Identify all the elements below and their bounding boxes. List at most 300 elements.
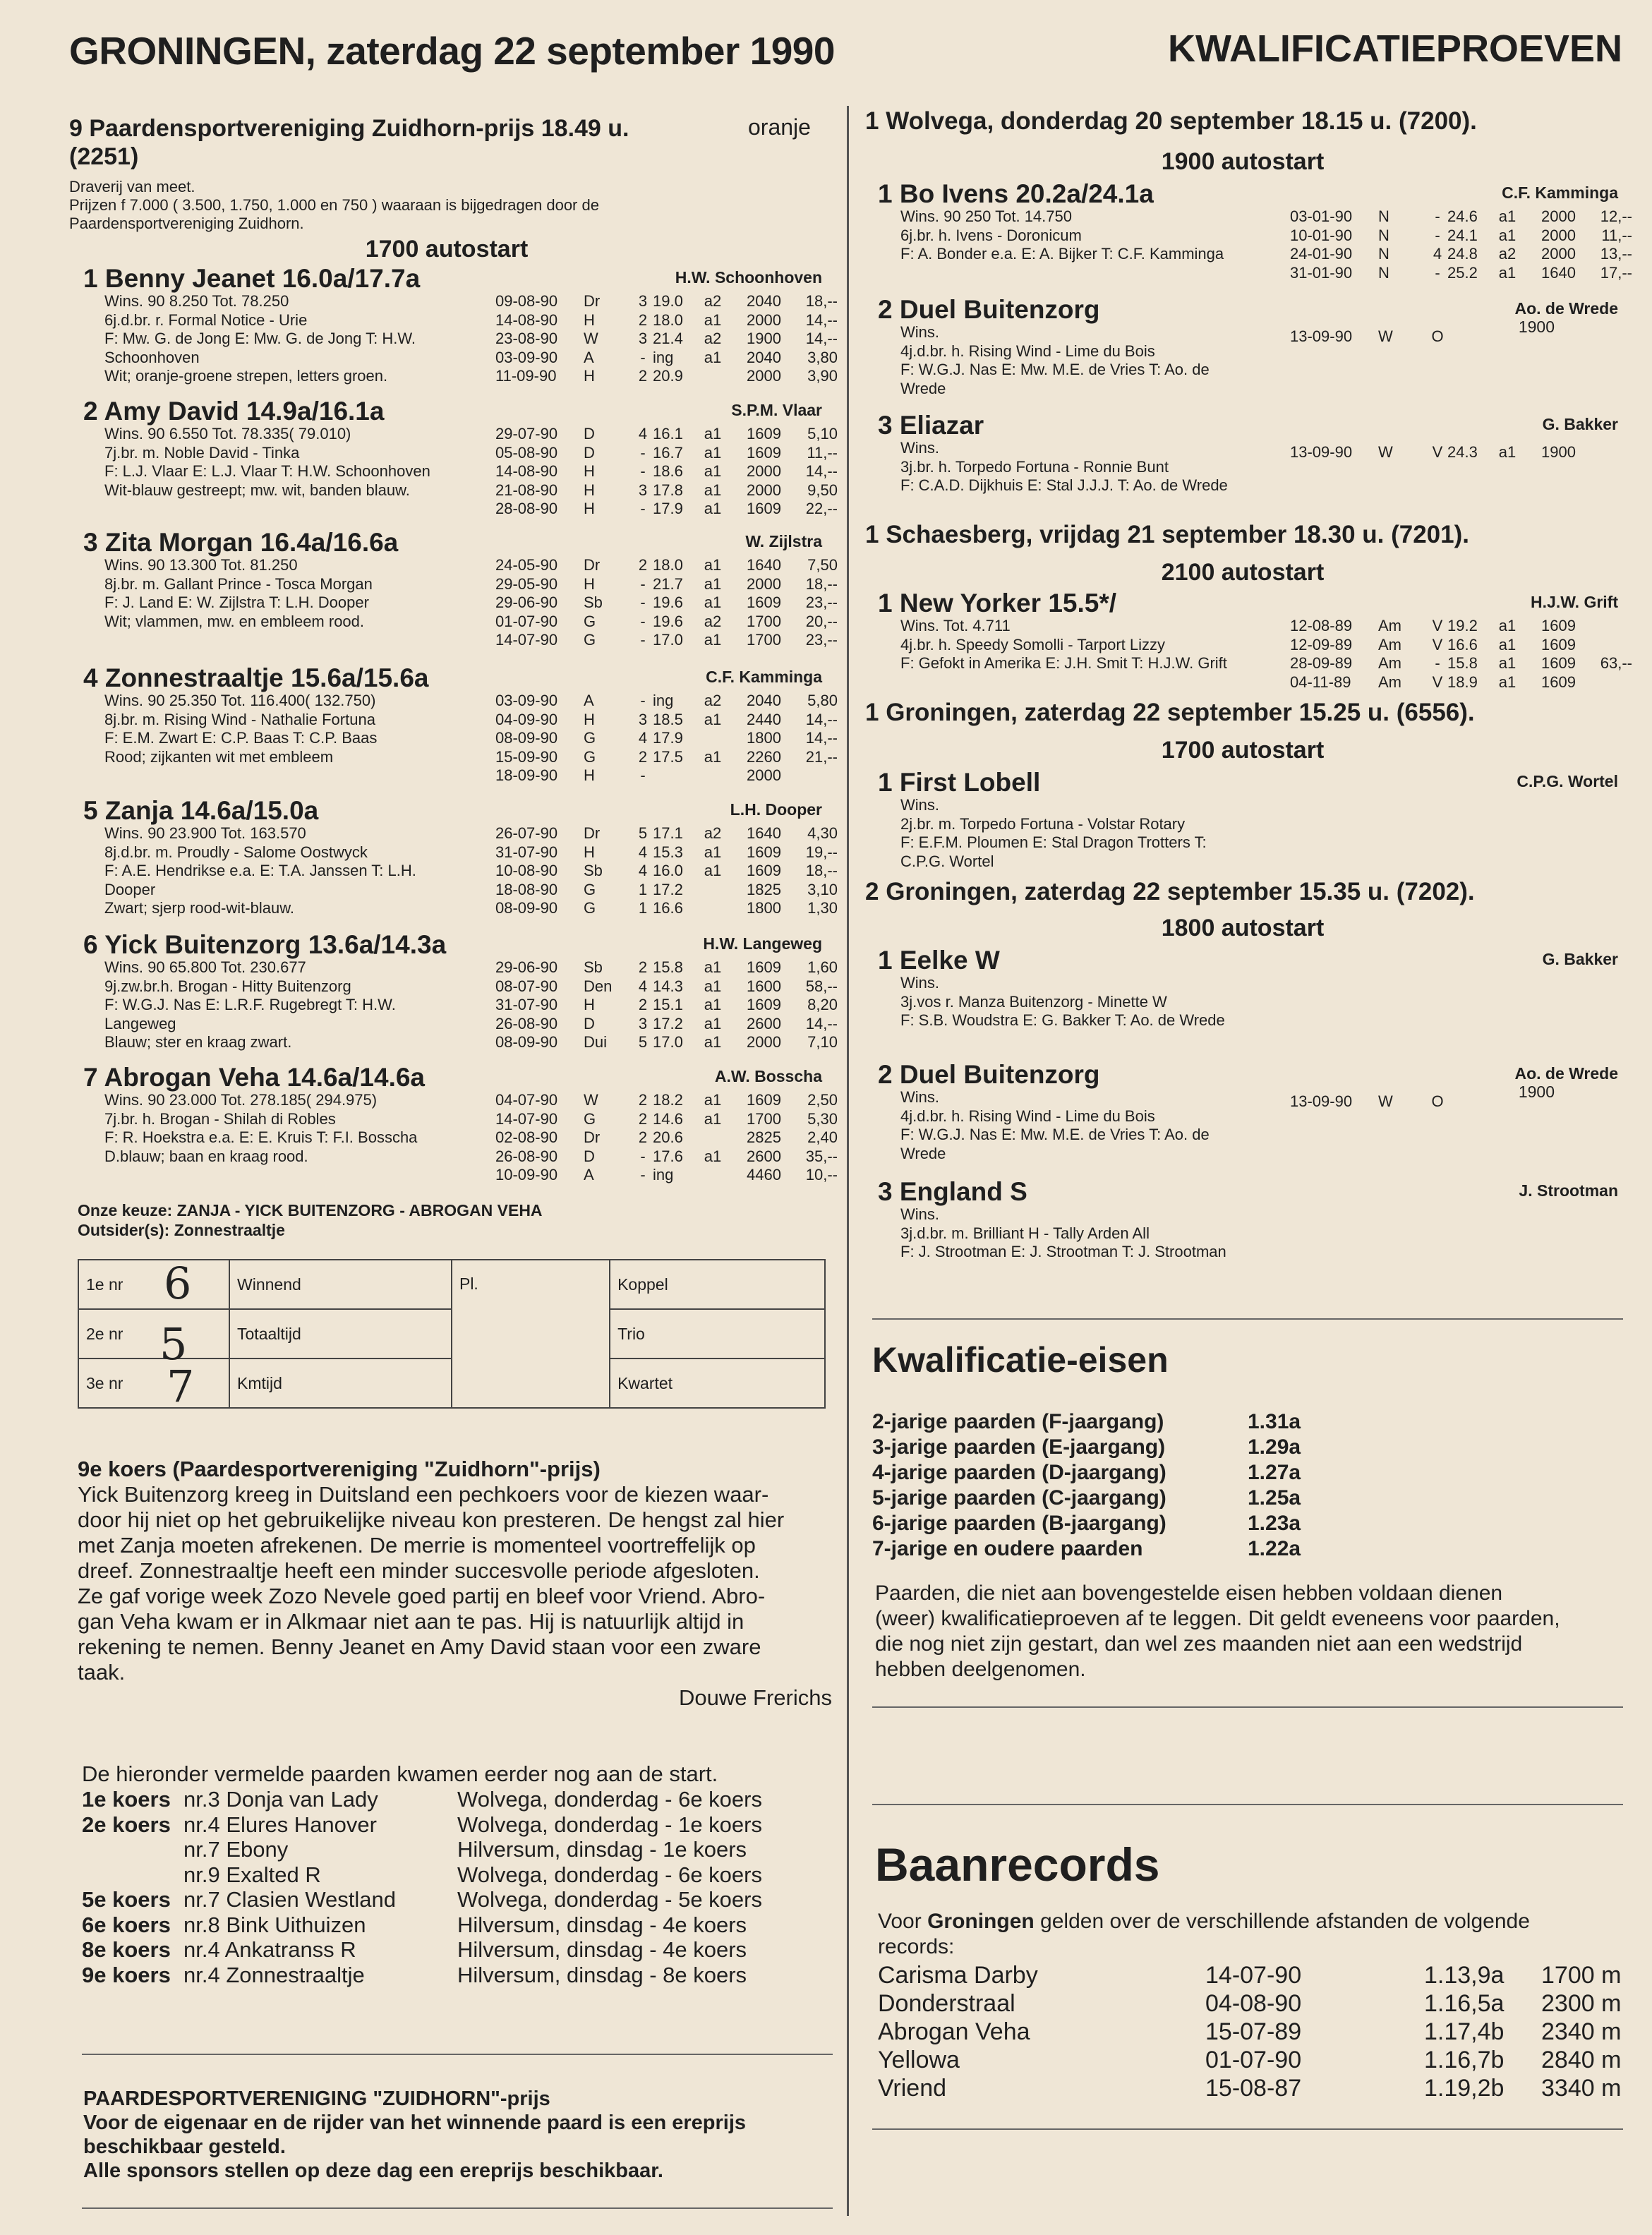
record-date: 15-07-89	[1205, 2018, 1302, 2045]
record-track: D	[584, 1014, 595, 1032]
record-place: 2	[638, 367, 648, 385]
record-date: 29-06-90	[495, 594, 558, 611]
record-place: O	[1431, 327, 1444, 345]
requirement-value: 1.23a	[1248, 1512, 1301, 1535]
record-date: 05-08-90	[495, 443, 558, 462]
record-time: ing	[653, 1166, 674, 1183]
race-prizes-sponsor: Paardensportvereniging Zuidhorn.	[69, 215, 304, 232]
record-distance: 2000	[747, 481, 781, 499]
record-track: W	[1378, 327, 1393, 345]
preview-author: Douwe Frerichs	[678, 1685, 832, 1710]
preview-line: door hij niet op het gebruikelijke niveau kon presteren. De hengst zal hier	[78, 1507, 785, 1532]
records-intro2: records:	[878, 1935, 955, 1958]
record-distance: 2000	[1541, 207, 1576, 225]
race-color: oranje	[748, 114, 811, 140]
horse-info: D.blauw; baan en kraag rood.	[104, 1147, 308, 1165]
form-record	[495, 444, 838, 463]
record-odds: 12,--	[1600, 207, 1632, 225]
horse-name: 3 Zita Morgan 16.4a/16.6a	[83, 528, 399, 557]
horse-info: 3j.vos r. Manza Buitenzorg - Minette W	[900, 992, 1167, 1011]
record-place: -	[640, 631, 646, 649]
record-class: a2	[704, 330, 722, 347]
record-distance: 2000	[1541, 226, 1576, 244]
record-track: W	[1378, 443, 1393, 461]
record-distance: 2000	[747, 367, 781, 385]
preview-line: dreef. Zonnestraaltje heeft een minder succesvolle periode afgesloten.	[78, 1558, 760, 1583]
record-distance: 1609	[747, 500, 781, 517]
record-track: Am	[1378, 617, 1401, 634]
record-place: 3	[638, 292, 648, 310]
record-distance: 1800	[747, 729, 781, 747]
horse-name: 2 Duel Buitenzorg	[878, 1060, 1100, 1089]
record-time: 15.8	[1447, 654, 1478, 672]
record-time: 20.6	[653, 1128, 683, 1146]
record-date: 03-01-90	[1290, 207, 1353, 225]
horse-info: 3j.br. h. Torpedo Fortuna - Ronnie Bunt	[900, 457, 1169, 476]
record-horse: Carisma Darby	[878, 1962, 1038, 1989]
record-track: H	[584, 843, 595, 861]
preview-line: gan Veha kwam er in Alkmaar niet aan te pas. Hij is natuurlijk altijd in	[78, 1609, 744, 1634]
record-class: a1	[704, 1033, 722, 1051]
horse-info: F: A. Bonder e.a. E: A. Bijker T: C.F. Kamminga	[900, 245, 1224, 263]
record-odds: 14,--	[805, 1014, 838, 1032]
divider	[82, 2054, 833, 2055]
record-date: 29-05-90	[495, 574, 558, 593]
toto-totaaltijd: Totaaltijd	[229, 1309, 452, 1359]
record-class: a1	[704, 462, 722, 480]
record-distance: 1640	[1541, 263, 1576, 282]
record-date: 28-09-89	[1290, 654, 1353, 672]
form-record	[495, 575, 838, 594]
preview-line: met Zanja moeten afrekenen. De merrie is momenteel voortreffelijk op	[78, 1533, 756, 1558]
record-distance: 1609	[1541, 617, 1576, 634]
horse-name: 2 Amy David 14.9a/16.1a	[83, 397, 385, 426]
record-track: Dr	[584, 824, 601, 842]
record-time: 14.6	[653, 1109, 683, 1128]
record-time: 18.0	[653, 556, 683, 574]
earlier-where: Hilversum, dinsdag - 8e koers	[457, 1962, 747, 1987]
outsider: Outsider(s): Zonnestraaltje	[78, 1221, 285, 1239]
horse-name: 3 England S	[878, 1177, 1027, 1206]
record-time: 21.7	[653, 574, 683, 593]
form-record	[1290, 327, 1632, 347]
record-time: 1.19,2b	[1424, 2075, 1505, 2102]
record-odds: 19,--	[805, 843, 838, 861]
record-date: 26-07-90	[495, 824, 558, 842]
record-odds: 1,30	[807, 899, 838, 917]
form-record	[495, 996, 838, 1015]
record-track: H	[584, 996, 595, 1013]
record-date: 13-09-90	[1290, 327, 1353, 345]
horse-info: Wins. Tot. 4.711	[900, 617, 1011, 634]
record-date: 01-07-90	[1205, 2047, 1302, 2073]
record-date: 11-09-90	[495, 367, 557, 385]
record-distance: 2040	[747, 348, 781, 366]
record-distance: 1640	[747, 824, 781, 842]
form-record	[495, 824, 838, 843]
column-divider	[847, 106, 849, 2216]
record-place: 4	[638, 862, 648, 879]
record-odds: 1,60	[807, 958, 838, 976]
record-place: 3	[638, 1014, 648, 1032]
record-class: a1	[704, 500, 722, 517]
record-odds: 2,40	[807, 1128, 838, 1146]
record-distance: 1640	[747, 556, 781, 574]
record-class: a1	[704, 862, 722, 879]
record-class: a1	[704, 311, 722, 329]
record-distance: 3340 m	[1541, 2075, 1622, 2102]
form-record	[495, 899, 838, 918]
record-track: H	[584, 481, 595, 499]
record-track: Am	[1378, 635, 1401, 653]
form-record	[495, 1128, 838, 1147]
requirements-line: die nog niet zijn gestart, dan wel zes maanden niet aan een wedstrijd	[875, 1632, 1523, 1656]
record-odds: 3,90	[807, 367, 838, 385]
record-track: D	[584, 1147, 595, 1165]
records-intro: Voor Groningen gelden over de verschillende afstanden de volgende	[878, 1910, 1530, 1933]
form-record	[495, 556, 838, 575]
record-odds: 14,--	[805, 462, 838, 480]
horse-trainer: G. Bakker	[1542, 415, 1618, 433]
trial-title: 2 Groningen, zaterdag 22 september 15.35 u. (7202).	[865, 878, 1475, 905]
record-distance: 1800	[747, 899, 781, 917]
record-track: Dr	[584, 556, 601, 574]
form-record	[1290, 673, 1632, 692]
requirement-value: 1.29a	[1248, 1435, 1301, 1459]
record-place: -	[640, 1166, 646, 1183]
record-odds: 14,--	[805, 729, 838, 747]
record-distance: 2000	[747, 766, 781, 784]
horse-trainer: Ao. de Wrede	[1514, 299, 1618, 318]
record-odds: 63,--	[1600, 654, 1632, 672]
earlier-horse: nr.7 Clasien Westland	[183, 1887, 396, 1912]
record-date: 26-08-90	[495, 1147, 558, 1165]
form-record	[495, 958, 838, 977]
record-class: a1	[1498, 635, 1517, 653]
form-record	[495, 1091, 838, 1110]
trial-start: 2100 autostart	[1161, 559, 1325, 586]
requirement-label: 3-jarige paarden (E-jaargang)	[872, 1435, 1166, 1459]
toto-row1-label: 1e nr	[78, 1260, 229, 1309]
record-horse: Donderstraal	[878, 1990, 1015, 2017]
form-record	[1290, 207, 1632, 227]
horse-name: 4 Zonnestraaltje 15.6a/15.6a	[83, 663, 429, 692]
record-track: N	[1378, 207, 1389, 225]
record-distance: 1609	[1541, 673, 1576, 691]
form-record	[495, 613, 838, 632]
record-date: 03-09-90	[495, 692, 558, 709]
record-time: 1.17,4b	[1424, 2018, 1505, 2045]
earlier-horse: nr.8 Bink Uithuizen	[183, 1912, 366, 1937]
horse-trainer: C.P.G. Wortel	[1517, 772, 1618, 790]
record-distance: 1825	[747, 880, 781, 898]
record-distance: 1700	[747, 1109, 781, 1128]
record-track: H	[584, 574, 595, 593]
record-place: -	[1435, 207, 1440, 225]
form-record	[1290, 617, 1632, 636]
horse-info: F: L.J. Vlaar E: L.J. Vlaar T: H.W. Schoonhoven	[104, 462, 430, 480]
horse-info: Wins. 90 65.800 Tot. 230.677	[104, 958, 306, 976]
record-place: 5	[638, 1033, 648, 1051]
record-track: Dr	[584, 292, 601, 310]
toto-kmtijd: Kmtijd	[229, 1359, 452, 1408]
handwritten-first: 6	[164, 1258, 192, 1309]
record-time: 15.8	[653, 958, 683, 976]
earlier-race: 5e koers	[82, 1887, 171, 1912]
earlier-horse: nr.4 Elures Hanover	[183, 1812, 377, 1837]
form-record	[1290, 264, 1632, 283]
record-track: H	[584, 462, 595, 480]
record-date: 08-09-90	[495, 729, 558, 747]
record-place: 2	[638, 556, 648, 574]
record-class: a1	[704, 348, 722, 366]
horse-info: Wins.	[900, 796, 939, 814]
record-place: -	[640, 574, 646, 593]
requirements-line: hebben deelgenomen.	[875, 1658, 1086, 1681]
earlier-race: 8e koers	[82, 1937, 171, 1962]
record-horse: Vriend	[878, 2075, 947, 2102]
record-distance: 1700 m	[1541, 1962, 1622, 1989]
record-time: 1.16,7b	[1424, 2047, 1505, 2073]
record-class: a1	[704, 747, 722, 766]
horse-info: 3j.d.br. m. Brilliant H - Tally Arden All	[900, 1224, 1150, 1242]
record-odds: 7,10	[807, 1033, 838, 1051]
record-place: -	[640, 443, 646, 462]
form-record	[495, 1147, 838, 1167]
record-place: -	[640, 612, 646, 630]
earlier-where: Wolvega, donderdag - 6e koers	[457, 1862, 762, 1887]
record-track: G	[584, 880, 596, 898]
record-place: 2	[638, 1109, 648, 1128]
record-track: Am	[1378, 673, 1401, 691]
horse-info: F: Mw. G. de Jong E: Mw. G. de Jong T: H.W.	[104, 330, 416, 347]
record-place: 3	[638, 330, 648, 347]
horse-trainer: C.F. Kamminga	[1502, 183, 1618, 202]
record-place: -	[640, 1147, 646, 1165]
record-track: A	[584, 1166, 594, 1183]
record-distance: 1609	[747, 425, 781, 442]
record-date: 03-09-90	[495, 348, 558, 366]
form-record	[1290, 636, 1632, 655]
record-date: 15-08-87	[1205, 2075, 1302, 2102]
record-place: -	[640, 348, 646, 366]
form-record	[495, 862, 838, 881]
record-time: 17.9	[653, 500, 683, 517]
horse-info: 4j.d.br. h. Rising Wind - Lime du Bois	[900, 342, 1155, 360]
horse-info: C.P.G. Wortel	[900, 852, 994, 870]
record-place: -	[1435, 654, 1440, 672]
record-distance: 2000	[747, 311, 781, 329]
record-track: G	[584, 747, 596, 766]
earlier-race: 1e koers	[82, 1787, 171, 1812]
record-time: ing	[653, 692, 674, 709]
horse-name: 7 Abrogan Veha 14.6a/14.6a	[83, 1063, 425, 1092]
record-time: 1.13,9a	[1424, 1962, 1505, 1989]
record-time: 18.2	[653, 1091, 683, 1109]
record-odds: 17,--	[1600, 263, 1632, 282]
horse-info: F: W.G.J. Nas E: Mw. M.E. de Vries T: Ao. de	[900, 1126, 1210, 1143]
earlier-intro: De hieronder vermelde paarden kwamen eerder nog aan de start.	[82, 1761, 718, 1786]
record-time: 17.2	[653, 1014, 683, 1032]
requirement-label: 4-jarige paarden (D-jaargang)	[872, 1461, 1166, 1484]
record-place: 4	[638, 729, 648, 747]
horse-trainer: C.F. Kamminga	[706, 668, 822, 686]
record-time: 17.9	[653, 729, 683, 747]
record-odds: 35,--	[805, 1147, 838, 1165]
horse-name: 2 Duel Buitenzorg	[878, 295, 1100, 324]
form-record	[495, 729, 838, 748]
record-distance: 1700	[747, 631, 781, 649]
form-record	[495, 367, 838, 386]
horse-info: Wit; vlammen, mw. en embleem rood.	[104, 612, 365, 630]
form-record	[1290, 1092, 1632, 1112]
horse-name: 5 Zanja 14.6a/15.0a	[83, 796, 319, 825]
record-track: D	[584, 425, 595, 442]
form-record	[495, 330, 838, 349]
record-distance: 2600	[747, 1014, 781, 1032]
requirement-label: 7-jarige en oudere paarden	[872, 1537, 1143, 1560]
record-odds: 3,80	[807, 348, 838, 366]
record-place: 3	[638, 710, 648, 728]
horse-info: F: C.A.D. Dijkhuis E: Stal J.J.J. T: Ao. de Wrede	[900, 476, 1228, 494]
record-date: 12-08-89	[1290, 617, 1353, 634]
record-date: 14-07-90	[495, 1109, 558, 1128]
handwritten-second: 5	[159, 1318, 188, 1370]
toto-pl: Pl.	[452, 1260, 610, 1408]
horse-info: Wins. 90 6.550 Tot. 78.335( 79.010)	[104, 425, 351, 442]
record-time: 17.8	[653, 481, 683, 499]
record-class: a1	[704, 556, 722, 574]
horse-info: Blauw; ster en kraag zwart.	[104, 1033, 292, 1051]
record-place: -	[640, 594, 646, 611]
horse-name: 3 Eliazar	[878, 411, 984, 440]
record-date: 18-09-90	[495, 766, 558, 784]
record-distance: 2000	[747, 574, 781, 593]
record-time: 18.9	[1447, 673, 1478, 691]
record-date: 24-01-90	[1290, 245, 1353, 263]
record-class: a1	[704, 958, 722, 976]
record-date: 02-08-90	[495, 1128, 558, 1146]
form-record	[495, 1033, 838, 1052]
record-class: a2	[704, 692, 722, 709]
record-track: G	[584, 612, 596, 630]
record-date: 04-07-90	[495, 1091, 558, 1109]
handwritten-third: 7	[167, 1361, 195, 1412]
earlier-where: Wolvega, donderdag - 6e koers	[457, 1787, 762, 1812]
record-distance: 1700	[747, 612, 781, 630]
record-odds: 20,--	[805, 612, 838, 630]
form-record	[495, 311, 838, 330]
record-time: 18.5	[653, 710, 683, 728]
record-time: 18.0	[653, 311, 683, 329]
record-class: a1	[704, 1147, 722, 1165]
horse-info: 9j.zw.br.h. Brogan - Hitty Buitenzorg	[104, 977, 351, 995]
record-date: 12-09-89	[1290, 635, 1353, 653]
record-place: -	[640, 692, 646, 709]
record-distance: 2840 m	[1541, 2047, 1622, 2073]
record-date: 29-06-90	[495, 958, 558, 976]
toto-trio: Trio	[610, 1309, 825, 1359]
earlier-race: 6e koers	[82, 1912, 171, 1937]
record-time: ing	[653, 348, 674, 366]
record-place: -	[640, 766, 646, 784]
record-date: 13-09-90	[1290, 1092, 1353, 1110]
preview-title: 9e koers (Paardesportvereniging "Zuidhorn"-prijs)	[78, 1457, 601, 1481]
record-track: Den	[584, 977, 613, 995]
record-odds: 13,--	[1600, 245, 1632, 263]
record-class: a1	[704, 481, 722, 499]
record-track: Sb	[584, 594, 603, 611]
form-record	[1290, 654, 1632, 673]
record-track: N	[1378, 226, 1389, 244]
record-class: a1	[704, 1091, 722, 1109]
earlier-race: 2e koers	[82, 1812, 171, 1837]
record-date: 31-01-90	[1290, 263, 1353, 282]
record-time: 16.6	[653, 899, 683, 917]
record-distance: 1609	[747, 958, 781, 976]
record-odds: 23,--	[805, 631, 838, 649]
record-odds: 10,--	[805, 1166, 838, 1183]
record-odds: 22,--	[805, 500, 838, 517]
record-track: Dr	[584, 1128, 601, 1146]
record-place: 2	[638, 1128, 648, 1146]
record-place: -	[1435, 226, 1440, 244]
record-class: a1	[1498, 617, 1517, 634]
record-place: 4	[1433, 245, 1442, 263]
horse-info: Schoonhoven	[104, 348, 200, 366]
record-distance: 2300 m	[1541, 1990, 1622, 2017]
horse-info: F: J. Strootman E: J. Strootman T: J. Strootman	[900, 1243, 1226, 1260]
record-place: 4	[638, 843, 648, 861]
horse-info: 7j.br. m. Noble David - Tinka	[104, 443, 300, 462]
record-class: a2	[704, 292, 722, 310]
record-class: a1	[704, 1014, 722, 1032]
preview-line: Yick Buitenzorg kreeg in Duitsland een pechkoers voor de kiezen waar-	[78, 1482, 769, 1507]
record-odds: 23,--	[805, 594, 838, 611]
race-start: 1700 autostart	[365, 236, 529, 263]
record-place: 1	[638, 899, 648, 917]
record-track: H	[584, 766, 595, 784]
form-record	[1290, 245, 1632, 264]
horse-info: Dooper	[104, 880, 156, 898]
record-distance: 1609	[747, 843, 781, 861]
record-time: 25.2	[1447, 263, 1478, 282]
record-odds: 14,--	[805, 330, 838, 347]
record-date: 29-07-90	[495, 425, 558, 442]
record-time: 17.0	[653, 631, 683, 649]
record-distance: 2260	[747, 747, 781, 766]
record-distance: 2600	[747, 1147, 781, 1165]
record-distance: 1600	[747, 977, 781, 995]
divider	[82, 2207, 833, 2209]
horse-name: 1 Eelke W	[878, 946, 1000, 975]
record-time: 17.0	[653, 1033, 683, 1051]
form-record	[495, 977, 838, 996]
record-time: 19.2	[1447, 617, 1478, 634]
form-record	[1290, 227, 1632, 246]
horse-info: Wrede	[900, 1144, 946, 1162]
record-date: 14-07-90	[495, 631, 558, 649]
record-class: a1	[1498, 443, 1517, 461]
horse-info: 8j.d.br. m. Proudly - Salome Oostwyck	[104, 843, 368, 861]
record-odds: 4,30	[807, 824, 838, 842]
horse-info: F: A.E. Hendrikse e.a. E: T.A. Janssen T: L.H.	[104, 862, 416, 879]
horse-name: 6 Yick Buitenzorg 13.6a/14.3a	[83, 930, 447, 959]
record-track: Am	[1378, 654, 1401, 672]
record-date: 14-07-90	[1205, 1962, 1302, 1989]
form-record	[495, 631, 838, 650]
form-record	[495, 1110, 838, 1129]
